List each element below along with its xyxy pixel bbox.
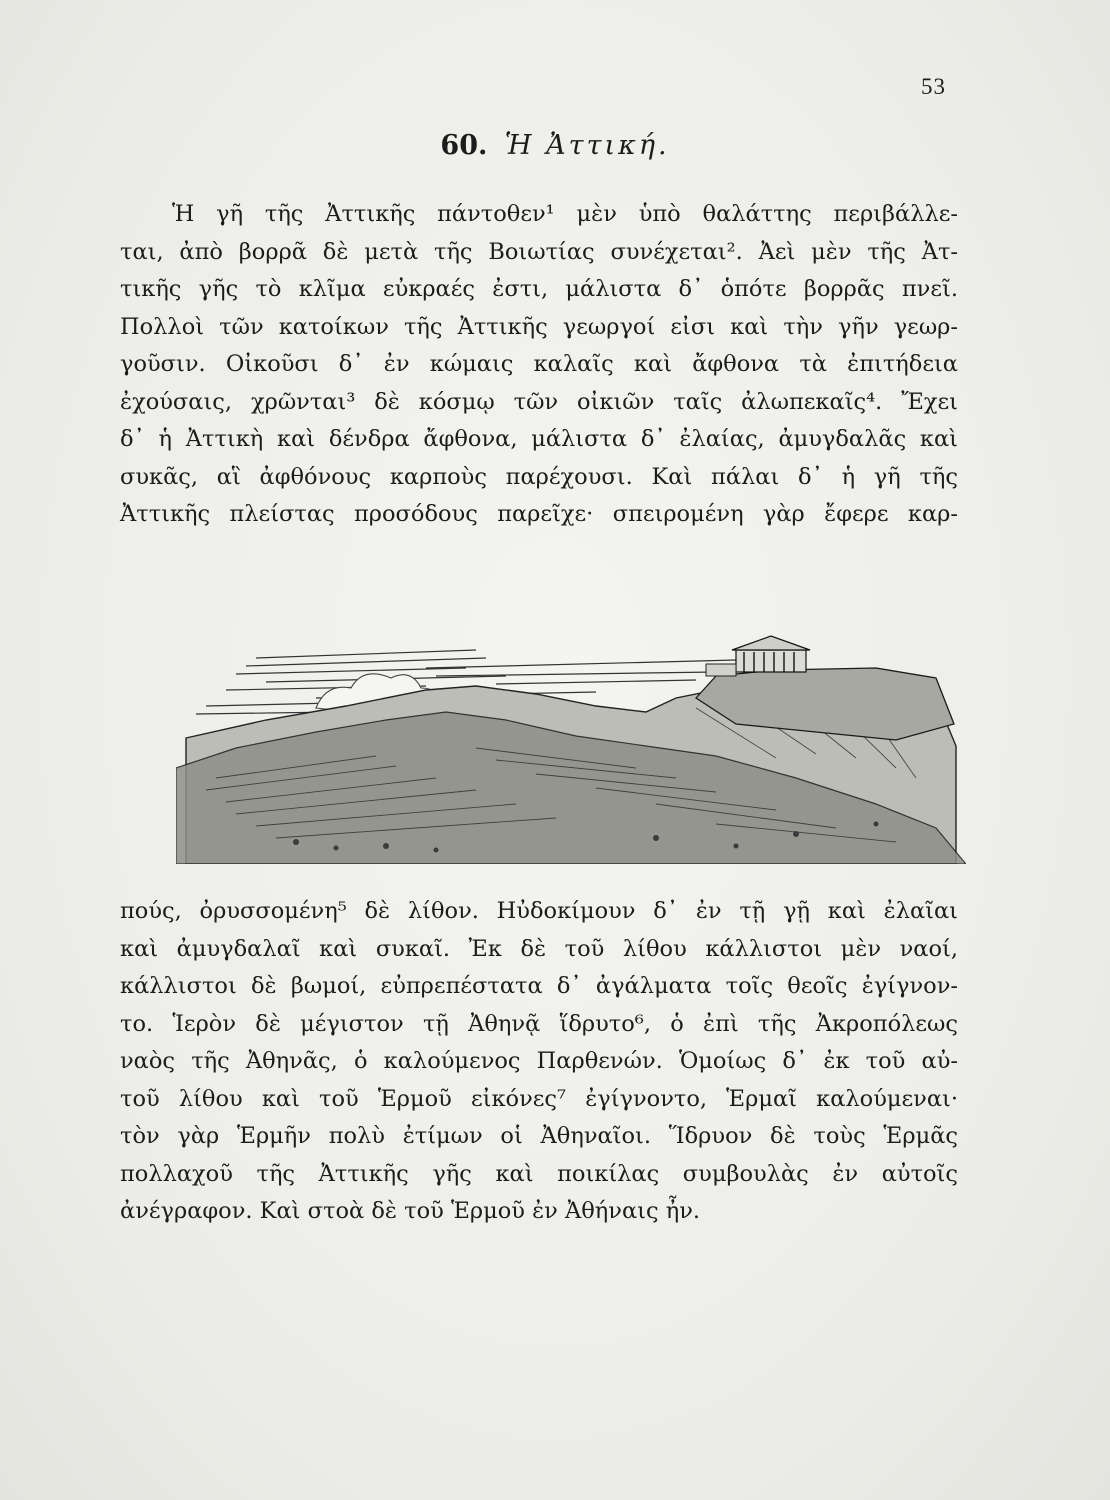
lesson-number: 60. [440, 130, 488, 161]
page-number: 53 [921, 74, 946, 99]
text-line: τικῆς γῆς τὸ κλῖμα εὐκραές ἐστι, μάλιστα δ᾽ ὁπότε βορρᾶς πνεῖ. [120, 276, 958, 302]
paragraph-top [120, 196, 958, 534]
text-line: τὸν γὰρ Ἑρμῆν πολὺ ἐτίμων οἱ Ἀθηναῖοι. Ἵδρυον δὲ τοὺς Ἑρμᾶς [120, 1123, 958, 1149]
text-line: Ἀττικῆς πλείστας προσόδους παρεῖχε· σπειρομένη γὰρ ἔφερε καρ- [120, 501, 958, 527]
text-line: καὶ ἀμυγδαλαῖ καὶ συκαῖ. Ἐκ δὲ τοῦ λίθου κάλλιστοι μὲν ναοί, [120, 935, 958, 962]
paragraph-bottom [120, 893, 958, 1231]
text-line: κάλλιστοι δὲ βωμοί, εὐπρεπέστατα δ᾽ ἀγάλματα τοῖς θεοῖς ἐγίγνον- [120, 973, 958, 999]
text-line: ἀνέγραφον. Καὶ στοὰ δὲ τοῦ Ἑρμοῦ ἐν Ἀθήναις ἦν. [120, 1198, 701, 1224]
lesson-name: Ἡ Ἀττική. [504, 130, 670, 161]
text-line: Ἡ γῆ τῆς Ἀττικῆς πάντοθεν¹ μὲν ὑπὸ θαλάττης περιβάλλε- [172, 201, 958, 227]
text-line: τοῦ λίθου καὶ τοῦ Ἑρμοῦ εἰκόνες⁷ ἐγίγνοντο, Ἑρμαῖ καλούμεναι· [120, 1085, 958, 1112]
text-line: ναὸς τῆς Ἀθηνᾶς, ὁ καλούμενος Παρθενών. Ὁμοίως δ᾽ ἐκ τοῦ αὐ- [120, 1048, 958, 1074]
text-line: ἐχούσαις, χρῶνται³ δὲ κόσμῳ τῶν οἰκιῶν ταῖς ἀλωπεκαῖς⁴. Ἔχει [120, 388, 958, 415]
text-line: ται, ἀπὸ βορρᾶ δὲ μετὰ τῆς Βοιωτίας συνέχεται². Ἀεὶ μὲν τῆς Ἀτ- [120, 238, 958, 265]
lesson-title [0, 130, 1110, 161]
text-line: πολλαχοῦ τῆς Ἀττικῆς γῆς καὶ ποικίλας συμβουλὰς ἐν αὐτοῖς [120, 1160, 958, 1187]
text-line: γοῦσιν. Οἰκοῦσι δ᾽ ἐν κώμαις καλαῖς καὶ ἄφθονα τὰ ἐπιτήδεια [120, 351, 958, 377]
acropolis-landscape-illustration [176, 628, 966, 864]
text-line: το. Ἱερὸν δὲ μέγιστον τῇ Ἀθηνᾷ ἵδρυτο⁶, ὁ ἐπὶ τῆς Ἀκροπόλεως [120, 1010, 958, 1037]
text-line: Πολλοὶ τῶν κατοίκων τῆς Ἀττικῆς γεωργοί εἰσι καὶ τὴν γῆν γεωρ- [120, 313, 958, 340]
text-line: συκᾶς, αἳ ἀφθόνους καρποὺς παρέχουσι. Καὶ πάλαι δ᾽ ἡ γῆ τῆς [120, 463, 958, 490]
text-line: πούς, ὀρυσσομένη⁵ δὲ λίθον. Ηὐδοκίμουν δ᾽ ἐν τῇ γῇ καὶ ἐλαῖαι [120, 898, 958, 924]
text-line: δ᾽ ἡ Ἀττικὴ καὶ δένδρα ἄφθονα, μάλιστα δ᾽ ἐλαίας, ἀμυγδαλᾶς καὶ [120, 426, 958, 452]
